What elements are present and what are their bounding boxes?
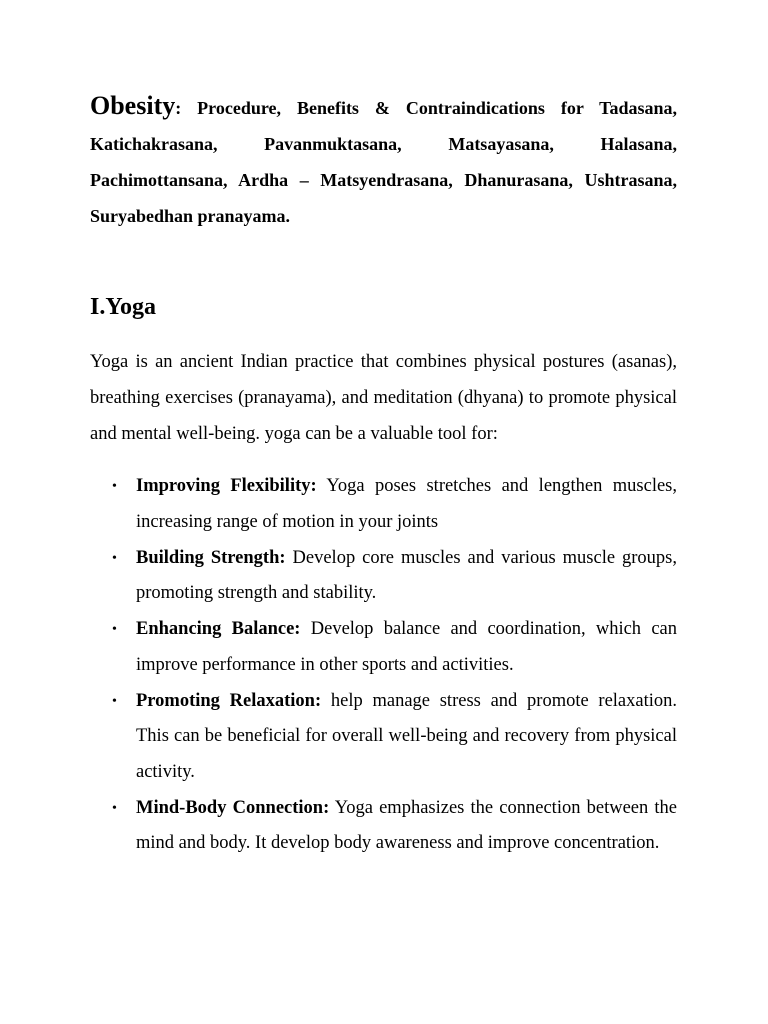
list-item bbox=[90, 684, 677, 791]
bullet-text: Yoga emphasizes the connection between the mind and body. It develop body awareness and improve concentration. bbox=[136, 797, 678, 853]
list-item bbox=[90, 791, 677, 862]
bullet-icon: • bbox=[112, 479, 117, 494]
document-heading bbox=[90, 88, 677, 234]
intro-paragraph: Yoga is an ancient Indian practice that combines physical postures (asanas), breathing exercises (pranayama), and meditation (dhyana) to promote physical and mental well-being. yoga can be a valuable tool for: bbox=[90, 352, 677, 444]
bullet-term: Enhancing Balance: bbox=[136, 619, 301, 639]
document-page bbox=[90, 88, 677, 862]
bullet-text: Develop core muscles and various muscle groups, promoting strength and stability. bbox=[136, 547, 678, 603]
bullet-term: Promoting Relaxation: bbox=[136, 690, 322, 711]
list-item bbox=[90, 469, 677, 540]
bullet-text: Yoga poses stretches and lengthen muscles, increasing range of motion in your joints bbox=[136, 476, 677, 532]
bullet-text: help manage stress and promote relaxation. This can be beneficial for overall well-being and recovery from physical activity. bbox=[136, 690, 678, 782]
heading-lead: Obesity bbox=[90, 91, 176, 120]
list-item bbox=[90, 541, 677, 612]
bullet-icon: • bbox=[112, 800, 117, 816]
bullet-icon: • bbox=[112, 622, 117, 637]
section-title: I.Yoga bbox=[90, 294, 157, 320]
bullet-term: Mind-Body Connection: bbox=[136, 797, 330, 818]
benefits-list bbox=[90, 469, 677, 862]
bullet-term: Improving Flexibility: bbox=[136, 476, 317, 496]
bullet-icon: • bbox=[112, 550, 117, 566]
heading-rest: : Procedure, Benefits & Contraindications for Tadasana, Katichakrasana, Pavanmuktasana, Matsayasana, Halasana, Pachimottansana, Ardha – Matsyendrasana, Dhanurasana, Ushtrasana, Suryabedhan pranayama. bbox=[90, 98, 677, 226]
bullet-icon: • bbox=[112, 693, 117, 709]
bullet-text: Develop balance and coordination, which can improve performance in other sports and activities. bbox=[136, 619, 677, 675]
bullet-term: Building Strength: bbox=[136, 547, 286, 568]
list-item bbox=[90, 612, 677, 683]
